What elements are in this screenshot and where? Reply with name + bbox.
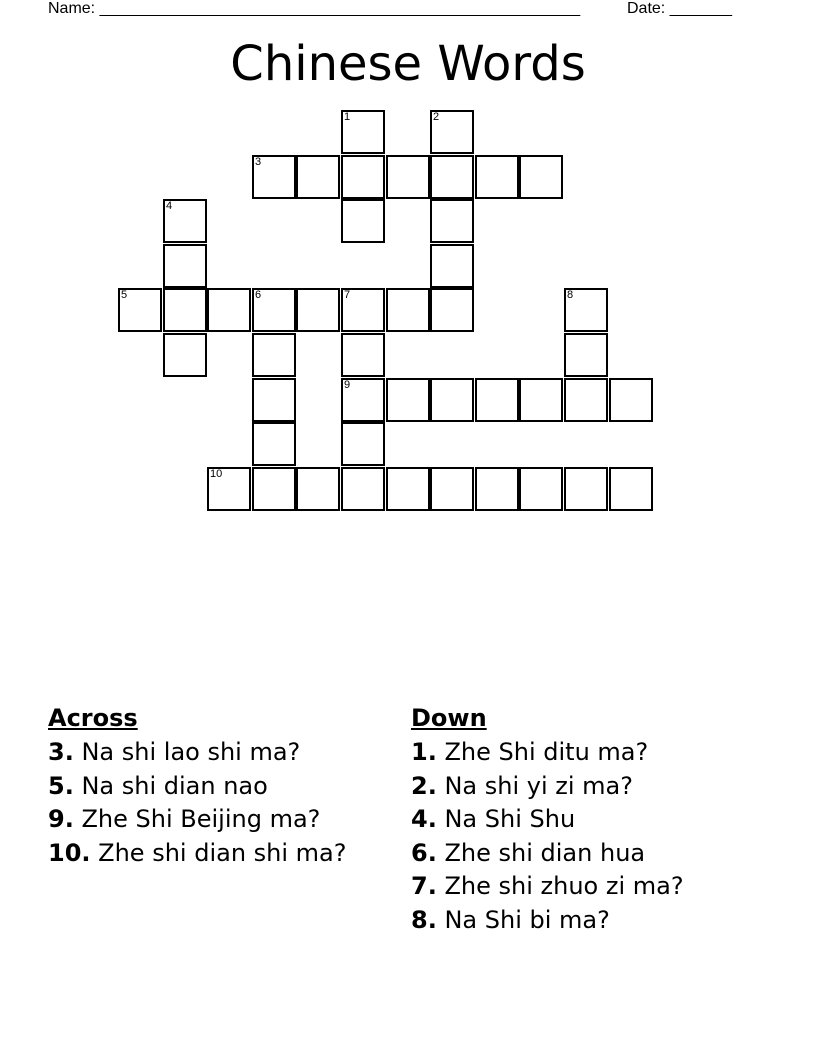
clue-number-label: 2 (433, 111, 440, 123)
name-field-line: Name: ______________________________________________________ (48, 0, 581, 17)
crossword-cell[interactable] (252, 288, 296, 332)
crossword-cell[interactable] (207, 288, 251, 332)
down-clue (411, 770, 684, 804)
clue-text: Na shi dian nao (81, 771, 268, 800)
crossword-cell[interactable] (386, 288, 430, 332)
crossword-cell[interactable] (341, 110, 385, 154)
clue-number: 10. (48, 838, 91, 867)
crossword-cell[interactable] (519, 155, 563, 199)
crossword-cell[interactable] (252, 155, 296, 199)
clue-number-label: 4 (166, 200, 173, 212)
crossword-cell[interactable] (475, 378, 519, 422)
clue-number-label: 1 (344, 111, 351, 123)
crossword-cell[interactable] (386, 467, 430, 511)
clue-text: Zhe shi dian shi ma? (98, 838, 347, 867)
crossword-cell[interactable] (341, 333, 385, 377)
crossword-cell[interactable] (252, 333, 296, 377)
crossword-cell[interactable] (341, 199, 385, 243)
clue-text: Zhe Shi ditu ma? (444, 738, 649, 766)
clue-number-label: 8 (567, 289, 574, 301)
crossword-cell[interactable] (163, 199, 207, 243)
crossword-cell[interactable] (163, 288, 207, 332)
across-clue (48, 803, 347, 837)
down-clue (411, 736, 684, 770)
crossword-cell[interactable] (252, 467, 296, 511)
crossword-cell[interactable] (430, 110, 474, 154)
crossword-cell[interactable] (519, 467, 563, 511)
crossword-cell[interactable] (564, 378, 608, 422)
clue-number-label: 10 (210, 468, 223, 480)
crossword-cell[interactable] (296, 155, 340, 199)
crossword-cell[interactable] (609, 467, 653, 511)
across-clue (48, 736, 347, 770)
clue-text: Na Shi bi ma? (444, 905, 610, 934)
clue-text: Zhe shi zhuo zi ma? (444, 872, 684, 900)
crossword-cell[interactable] (207, 467, 251, 511)
crossword-cell[interactable] (430, 199, 474, 243)
crossword-cell[interactable] (564, 467, 608, 511)
down-clue (411, 803, 684, 837)
crossword-cell[interactable] (609, 378, 653, 422)
crossword-cell[interactable] (296, 288, 340, 332)
crossword-cell[interactable] (118, 288, 162, 332)
clue-number-label: 7 (344, 289, 351, 301)
down-clue (411, 904, 684, 938)
down-heading: Down (411, 704, 487, 732)
clue-text: Na shi yi zi ma? (444, 771, 633, 800)
clue-number-label: 5 (121, 289, 128, 301)
clue-text: Na Shi Shu (444, 805, 576, 833)
across-clues (48, 702, 347, 870)
crossword-cell[interactable] (296, 467, 340, 511)
crossword-cell[interactable] (564, 333, 608, 377)
crossword-cell[interactable] (430, 288, 474, 332)
down-clues (411, 702, 684, 937)
crossword-cell[interactable] (163, 333, 207, 377)
across-clue (48, 770, 347, 804)
clue-text: Zhe shi dian hua (444, 838, 646, 867)
crossword-cell[interactable] (386, 155, 430, 199)
date-field-line: Date: _______ (627, 0, 732, 17)
crossword-cell[interactable] (475, 467, 519, 511)
clue-number: 8. (411, 905, 437, 934)
clue-text: Zhe Shi Beijing ma? (81, 805, 321, 833)
clue-number: 2. (411, 771, 437, 800)
page-title: Chinese Words (230, 36, 586, 92)
clue-number: 6. (411, 838, 437, 867)
clue-number: 5. (48, 771, 74, 800)
clue-text: Na shi lao shi ma? (81, 738, 301, 766)
crossword-cell[interactable] (430, 155, 474, 199)
clue-number: 1. (411, 738, 437, 766)
crossword-cell[interactable] (430, 244, 474, 288)
crossword-cell[interactable] (430, 467, 474, 511)
crossword-cell[interactable] (341, 155, 385, 199)
crossword-cell[interactable] (386, 378, 430, 422)
crossword-cell[interactable] (475, 155, 519, 199)
crossword-cell[interactable] (341, 378, 385, 422)
down-clue (411, 837, 684, 871)
across-heading: Across (48, 704, 138, 732)
clue-number-label: 9 (344, 379, 351, 391)
crossword-cell[interactable] (252, 422, 296, 466)
crossword-cell[interactable] (519, 378, 563, 422)
crossword-cell[interactable] (564, 288, 608, 332)
crossword-cell[interactable] (163, 244, 207, 288)
crossword-cell[interactable] (341, 288, 385, 332)
clue-number-label: 3 (255, 156, 262, 168)
clue-number: 9. (48, 805, 74, 833)
clue-number: 3. (48, 738, 74, 766)
clue-number: 7. (411, 872, 437, 900)
crossword-cell[interactable] (341, 422, 385, 466)
crossword-cell[interactable] (341, 467, 385, 511)
crossword-cell[interactable] (430, 378, 474, 422)
clue-number: 4. (411, 805, 437, 833)
down-clue (411, 870, 684, 904)
crossword-cell[interactable] (252, 378, 296, 422)
across-clue (48, 837, 347, 871)
clue-number-label: 6 (255, 289, 262, 301)
